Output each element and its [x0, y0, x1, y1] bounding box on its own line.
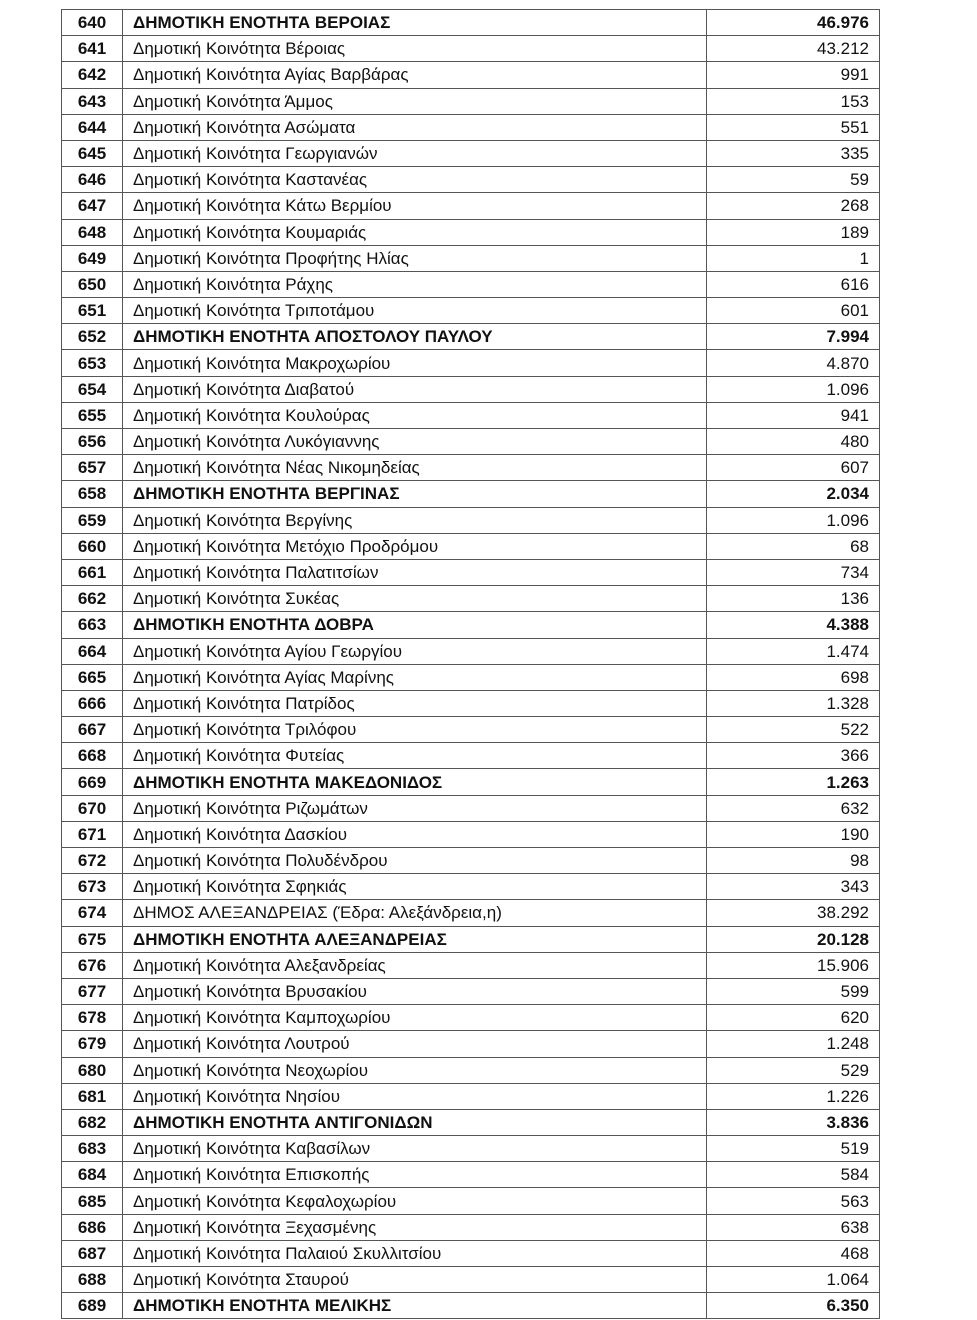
area-name-cell: Δημοτική Κοινότητα Σφηκιάς — [123, 874, 707, 900]
table-row — [62, 769, 880, 795]
table-row — [62, 717, 880, 743]
population-cell: 6.350 — [707, 1293, 880, 1319]
table-row — [62, 638, 880, 664]
area-name-cell: Δημοτική Κοινότητα Αγίας Μαρίνης — [123, 664, 707, 690]
area-name-cell: Δημοτική Κοινότητα Προφήτης Ηλίας — [123, 245, 707, 271]
table-row — [62, 271, 880, 297]
area-name-cell: Δημοτική Κοινότητα Παλαιού Σκυλλιτσίου — [123, 1240, 707, 1266]
population-cell: 468 — [707, 1240, 880, 1266]
row-number-cell: 681 — [62, 1083, 123, 1109]
row-number-cell: 683 — [62, 1136, 123, 1162]
row-number-cell: 664 — [62, 638, 123, 664]
area-name-cell: Δημοτική Κοινότητα Καβασίλων — [123, 1136, 707, 1162]
table-row — [62, 743, 880, 769]
area-name-cell: Δημοτική Κοινότητα Βρυσακίου — [123, 978, 707, 1004]
population-cell: 1.328 — [707, 690, 880, 716]
area-name-cell: Δημοτική Κοινότητα Μετόχιο Προδρόμου — [123, 533, 707, 559]
row-number-cell: 682 — [62, 1109, 123, 1135]
population-cell: 366 — [707, 743, 880, 769]
table-row — [62, 10, 880, 36]
area-name-cell: Δημοτική Κοινότητα Σταυρού — [123, 1267, 707, 1293]
table-row — [62, 429, 880, 455]
population-cell: 343 — [707, 874, 880, 900]
table-row — [62, 455, 880, 481]
area-name-cell: Δημοτική Κοινότητα Κουλούρας — [123, 402, 707, 428]
area-name-cell: Δημοτική Κοινότητα Καστανέας — [123, 167, 707, 193]
table-row — [62, 559, 880, 585]
table-row — [62, 88, 880, 114]
area-name-cell: ΔΗΜΟΤΙΚΗ ΕΝΟΤΗΤΑ ΒΕΡΟΙΑΣ — [123, 10, 707, 36]
population-cell: 98 — [707, 848, 880, 874]
area-name-cell: Δημοτική Κοινότητα Μακροχωρίου — [123, 350, 707, 376]
area-name-cell: Δημοτική Κοινότητα Βέροιας — [123, 36, 707, 62]
row-number-cell: 648 — [62, 219, 123, 245]
area-name-cell: Δημοτική Κοινότητα Κάτω Βερμίου — [123, 193, 707, 219]
table-row — [62, 586, 880, 612]
area-name-cell: Δημοτική Κοινότητα Βεργίνης — [123, 507, 707, 533]
population-table — [61, 9, 880, 1319]
area-name-cell: ΔΗΜΟΤΙΚΗ ΕΝΟΤΗΤΑ ΜΕΛΙΚΗΣ — [123, 1293, 707, 1319]
population-cell: 551 — [707, 114, 880, 140]
table-row — [62, 1214, 880, 1240]
row-number-cell: 687 — [62, 1240, 123, 1266]
table-row — [62, 1031, 880, 1057]
population-cell: 4.388 — [707, 612, 880, 638]
area-name-cell: ΔΗΜΟΤΙΚΗ ΕΝΟΤΗΤΑ ΑΛΕΞΑΝΔΡΕΙΑΣ — [123, 926, 707, 952]
area-name-cell: Δημοτική Κοινότητα Τριποτάμου — [123, 298, 707, 324]
area-name-cell: Δημοτική Κοινότητα Πολυδένδρου — [123, 848, 707, 874]
area-name-cell: Δημοτική Κοινότητα Κεφαλοχωρίου — [123, 1188, 707, 1214]
table-row — [62, 1267, 880, 1293]
population-cell: 153 — [707, 88, 880, 114]
area-name-cell: Δημοτική Κοινότητα Ξεχασμένης — [123, 1214, 707, 1240]
area-name-cell: Δημοτική Κοινότητα Λουτρού — [123, 1031, 707, 1057]
row-number-cell: 673 — [62, 874, 123, 900]
area-name-cell: Δημοτική Κοινότητα Αλεξανδρείας — [123, 952, 707, 978]
area-name-cell: Δημοτική Κοινότητα Συκέας — [123, 586, 707, 612]
area-name-cell: Δημοτική Κοινότητα Ράχης — [123, 271, 707, 297]
area-name-cell: ΔΗΜΟΤΙΚΗ ΕΝΟΤΗΤΑ ΑΠΟΣΤΟΛΟΥ ΠΑΥΛΟΥ — [123, 324, 707, 350]
row-number-cell: 689 — [62, 1293, 123, 1319]
population-cell: 563 — [707, 1188, 880, 1214]
population-cell: 698 — [707, 664, 880, 690]
population-cell: 620 — [707, 1005, 880, 1031]
population-cell: 189 — [707, 219, 880, 245]
table-row — [62, 507, 880, 533]
table-row — [62, 978, 880, 1004]
population-cell: 335 — [707, 140, 880, 166]
table-row — [62, 140, 880, 166]
row-number-cell: 655 — [62, 402, 123, 428]
population-cell: 734 — [707, 559, 880, 585]
population-cell: 68 — [707, 533, 880, 559]
table-row — [62, 612, 880, 638]
row-number-cell: 652 — [62, 324, 123, 350]
population-cell: 4.870 — [707, 350, 880, 376]
population-cell: 7.994 — [707, 324, 880, 350]
row-number-cell: 662 — [62, 586, 123, 612]
population-cell: 632 — [707, 795, 880, 821]
table-row — [62, 376, 880, 402]
table-row — [62, 1057, 880, 1083]
row-number-cell: 645 — [62, 140, 123, 166]
row-number-cell: 661 — [62, 559, 123, 585]
row-number-cell: 670 — [62, 795, 123, 821]
row-number-cell: 684 — [62, 1162, 123, 1188]
row-number-cell: 686 — [62, 1214, 123, 1240]
row-number-cell: 677 — [62, 978, 123, 1004]
population-cell: 1.064 — [707, 1267, 880, 1293]
population-cell: 601 — [707, 298, 880, 324]
row-number-cell: 641 — [62, 36, 123, 62]
row-number-cell: 678 — [62, 1005, 123, 1031]
population-cell: 38.292 — [707, 900, 880, 926]
row-number-cell: 649 — [62, 245, 123, 271]
row-number-cell: 644 — [62, 114, 123, 140]
population-cell: 1.263 — [707, 769, 880, 795]
area-name-cell: Δημοτική Κοινότητα Φυτείας — [123, 743, 707, 769]
table-row — [62, 167, 880, 193]
population-cell: 1.096 — [707, 507, 880, 533]
population-cell: 522 — [707, 717, 880, 743]
table-row — [62, 848, 880, 874]
row-number-cell: 640 — [62, 10, 123, 36]
row-number-cell: 667 — [62, 717, 123, 743]
row-number-cell: 646 — [62, 167, 123, 193]
table-row — [62, 298, 880, 324]
table-row — [62, 1162, 880, 1188]
population-cell: 480 — [707, 429, 880, 455]
area-name-cell: Δημοτική Κοινότητα Πατρίδος — [123, 690, 707, 716]
table-row — [62, 219, 880, 245]
table-row — [62, 62, 880, 88]
population-cell: 1.474 — [707, 638, 880, 664]
table-row — [62, 1188, 880, 1214]
population-cell: 3.836 — [707, 1109, 880, 1135]
row-number-cell: 672 — [62, 848, 123, 874]
area-name-cell: Δημοτική Κοινότητα Διαβατού — [123, 376, 707, 402]
row-number-cell: 647 — [62, 193, 123, 219]
table-row — [62, 874, 880, 900]
population-cell: 1.096 — [707, 376, 880, 402]
area-name-cell: Δημοτική Κοινότητα Αγίου Γεωργίου — [123, 638, 707, 664]
population-cell: 15.906 — [707, 952, 880, 978]
area-name-cell: Δημοτική Κοινότητα Αγίας Βαρβάρας — [123, 62, 707, 88]
area-name-cell: ΔΗΜΟΤΙΚΗ ΕΝΟΤΗΤΑ ΑΝΤΙΓΟΝΙΔΩΝ — [123, 1109, 707, 1135]
area-name-cell: ΔΗΜΟΣ ΑΛΕΞΑΝΔΡΕΙΑΣ (Έδρα: Αλεξάνδρεια,η) — [123, 900, 707, 926]
table-row — [62, 402, 880, 428]
area-name-cell: ΔΗΜΟΤΙΚΗ ΕΝΟΤΗΤΑ ΒΕΡΓΙΝΑΣ — [123, 481, 707, 507]
population-cell: 268 — [707, 193, 880, 219]
row-number-cell: 660 — [62, 533, 123, 559]
area-name-cell: Δημοτική Κοινότητα Ασώματα — [123, 114, 707, 140]
population-cell: 46.976 — [707, 10, 880, 36]
population-cell: 136 — [707, 586, 880, 612]
population-cell: 20.128 — [707, 926, 880, 952]
population-cell: 1.226 — [707, 1083, 880, 1109]
row-number-cell: 656 — [62, 429, 123, 455]
area-name-cell: Δημοτική Κοινότητα Τριλόφου — [123, 717, 707, 743]
row-number-cell: 685 — [62, 1188, 123, 1214]
population-cell: 638 — [707, 1214, 880, 1240]
row-number-cell: 680 — [62, 1057, 123, 1083]
area-name-cell: Δημοτική Κοινότητα Άμμος — [123, 88, 707, 114]
population-cell: 616 — [707, 271, 880, 297]
table-row — [62, 533, 880, 559]
table-row — [62, 114, 880, 140]
population-cell: 43.212 — [707, 36, 880, 62]
population-cell: 529 — [707, 1057, 880, 1083]
population-cell: 607 — [707, 455, 880, 481]
row-number-cell: 651 — [62, 298, 123, 324]
population-cell: 190 — [707, 821, 880, 847]
table-row — [62, 1005, 880, 1031]
area-name-cell: Δημοτική Κοινότητα Επισκοπής — [123, 1162, 707, 1188]
table-row — [62, 821, 880, 847]
area-name-cell: Δημοτική Κοινότητα Κουμαριάς — [123, 219, 707, 245]
table-row — [62, 1293, 880, 1319]
population-cell: 991 — [707, 62, 880, 88]
row-number-cell: 666 — [62, 690, 123, 716]
area-name-cell: Δημοτική Κοινότητα Δασκίου — [123, 821, 707, 847]
row-number-cell: 650 — [62, 271, 123, 297]
population-cell: 1 — [707, 245, 880, 271]
table-row — [62, 324, 880, 350]
population-cell: 599 — [707, 978, 880, 1004]
row-number-cell: 663 — [62, 612, 123, 638]
table-row — [62, 1109, 880, 1135]
row-number-cell: 654 — [62, 376, 123, 402]
table-row — [62, 690, 880, 716]
area-name-cell: Δημοτική Κοινότητα Λυκόγιαννης — [123, 429, 707, 455]
row-number-cell: 676 — [62, 952, 123, 978]
area-name-cell: Δημοτική Κοινότητα Καμποχωρίου — [123, 1005, 707, 1031]
area-name-cell: Δημοτική Κοινότητα Νησίου — [123, 1083, 707, 1109]
table-row — [62, 926, 880, 952]
table-row — [62, 900, 880, 926]
table-row — [62, 1136, 880, 1162]
population-cell: 941 — [707, 402, 880, 428]
row-number-cell: 642 — [62, 62, 123, 88]
row-number-cell: 659 — [62, 507, 123, 533]
row-number-cell: 669 — [62, 769, 123, 795]
area-name-cell: ΔΗΜΟΤΙΚΗ ΕΝΟΤΗΤΑ ΔΟΒΡΑ — [123, 612, 707, 638]
population-cell: 2.034 — [707, 481, 880, 507]
table-row — [62, 36, 880, 62]
row-number-cell: 675 — [62, 926, 123, 952]
population-cell: 519 — [707, 1136, 880, 1162]
table-row — [62, 1083, 880, 1109]
population-cell: 1.248 — [707, 1031, 880, 1057]
area-name-cell: Δημοτική Κοινότητα Νέας Νικομηδείας — [123, 455, 707, 481]
table-row — [62, 193, 880, 219]
area-name-cell: Δημοτική Κοινότητα Ριζωμάτων — [123, 795, 707, 821]
area-name-cell: Δημοτική Κοινότητα Παλατιτσίων — [123, 559, 707, 585]
population-cell: 584 — [707, 1162, 880, 1188]
row-number-cell: 679 — [62, 1031, 123, 1057]
row-number-cell: 668 — [62, 743, 123, 769]
row-number-cell: 653 — [62, 350, 123, 376]
table-row — [62, 664, 880, 690]
population-table-body — [62, 10, 880, 1319]
table-row — [62, 1240, 880, 1266]
row-number-cell: 671 — [62, 821, 123, 847]
area-name-cell: Δημοτική Κοινότητα Γεωργιανών — [123, 140, 707, 166]
table-row — [62, 795, 880, 821]
row-number-cell: 688 — [62, 1267, 123, 1293]
row-number-cell: 665 — [62, 664, 123, 690]
population-cell: 59 — [707, 167, 880, 193]
table-row — [62, 952, 880, 978]
table-row — [62, 350, 880, 376]
area-name-cell: Δημοτική Κοινότητα Νεοχωρίου — [123, 1057, 707, 1083]
row-number-cell: 657 — [62, 455, 123, 481]
row-number-cell: 658 — [62, 481, 123, 507]
row-number-cell: 643 — [62, 88, 123, 114]
area-name-cell: ΔΗΜΟΤΙΚΗ ΕΝΟΤΗΤΑ ΜΑΚΕΔΟΝΙΔΟΣ — [123, 769, 707, 795]
row-number-cell: 674 — [62, 900, 123, 926]
table-row — [62, 245, 880, 271]
table-row — [62, 481, 880, 507]
